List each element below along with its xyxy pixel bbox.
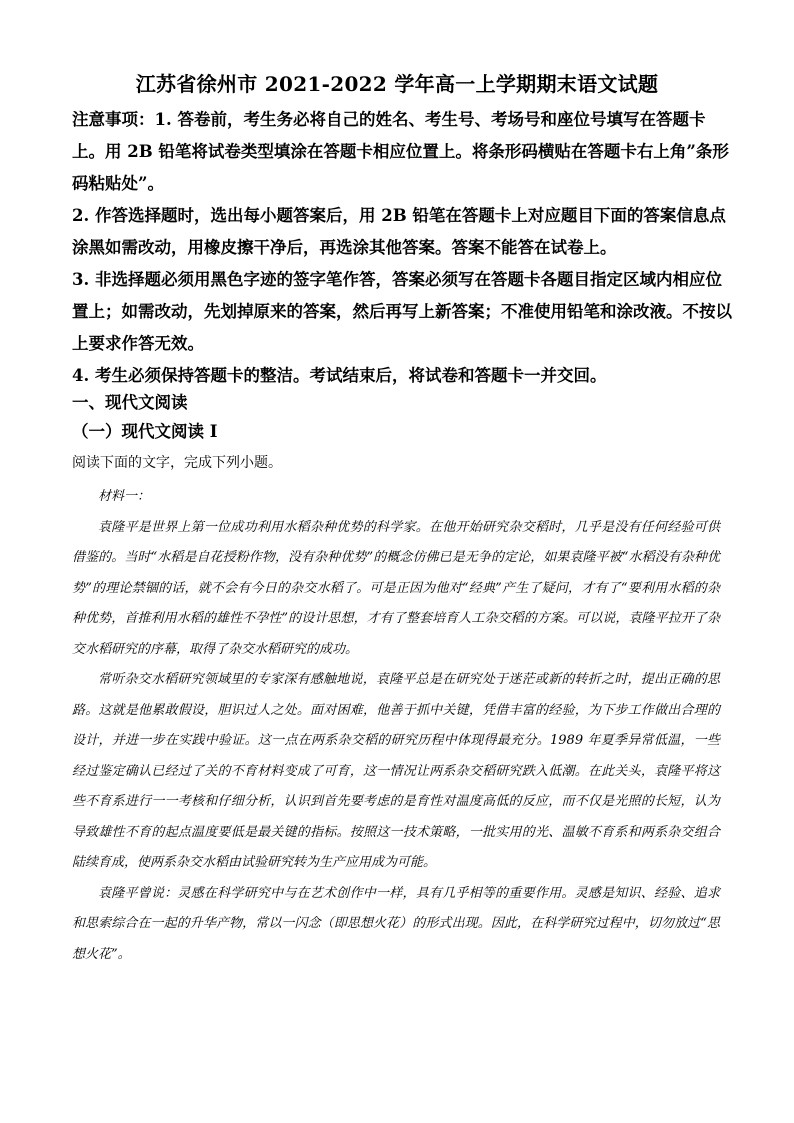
material-label: 材料一： bbox=[98, 489, 151, 504]
notice-item: 注意事项：1. 答卷前，考生务必将自己的姓名、考生号、考场号和座位号填写在答题卡上。用 2B 铅笔将试卷类型填涂在答题卡相应位置上。将条形码横贴在答题卡右上角”条形码粘贴处”。 bbox=[72, 110, 729, 193]
instruction-text: 阅读下面的文字，完成下列小题。 bbox=[72, 455, 282, 471]
notice-item: 2. 作答选择题时，选出每小题答案后，用 2B 铅笔在答题卡上对应题目下面的答案信息点涂黑如需改动，用橡皮擦干净后，再选涂其他答案。答案不能答在试卷上。 bbox=[72, 206, 726, 257]
notice-block bbox=[72, 104, 732, 392]
notice-item: 4. 考生必须保持答题卡的整洁。考试结束后，将试卷和答题卡一并交回。 bbox=[72, 366, 607, 385]
document-title: 江苏省徐州市 2021-2022 学年高一上学期期末语文试题 bbox=[135, 72, 659, 96]
material-paragraph: 袁隆平曾说：灵感在科学研究中与在艺术创作中一样，具有几乎相等的重要作用。灵感是知识、经验、追求和思索综合在一起的升华产物，常以一闪念（即思想火花）的形式出现。因此，在科学研究过程中，切勿放过“思想火花”。 bbox=[72, 885, 720, 962]
reading-material bbox=[72, 482, 720, 970]
material-paragraph: 常听杂交水稻研究领域里的专家深有感触地说，袁隆平总是在研究处于迷茫或新的转折之时，提出正确的思路。这就是他累敢假设，胆识过人之处。面对困难，他善于抓中关键，凭借丰富的经验，为下步工作做出合理的设计，并进一步在实践中验证。这一点在两系杂交稻的研究历程中体现得最充分。1989 年夏季异常低温，一些经过鉴定确认已经过了关的不育材料变成了可育，这一情况让两系杂交稻研究跌入低潮。在此关头，袁隆平将这些不育系进行一一考核和仔细分析，认识到首先要考虑的是育性对温度高低的反应，而不仅是光照的长短，认为导致雄性不育的起点温度要低是最关键的指标。按照这一技术策略，一批实用的光、温敏不育系和两系杂交组合陆续育成，使两系杂交水稻由试验研究转为生产应用成为可能。 bbox=[72, 672, 720, 870]
subsection-heading: （一）现代文阅读 I bbox=[72, 422, 218, 441]
material-paragraph: 袁隆平是世界上第一位成功利用水稻杂种优势的科学家。在他开始研究杂交稻时，几乎是没有任何经验可供借鉴的。当时“水稻是自花授粉作物，没有杂种优势”的概念仿佛已是无争的定论，如果袁隆平被“水稻没有杂种优势”的理论禁锢的话，就不会有今日的杂交水稻了。可是正因为他对“经典”产生了疑问，才有了“要利用水稻的杂种优势，首推利用水稻的雄性不孕性”的设计思想，才有了整套培育人工杂交稻的方案。可以说，袁隆平拉开了杂交水稻研究的序幕，取得了杂交水稻研究的成功。 bbox=[72, 519, 720, 657]
section-heading: 一、现代文阅读 bbox=[72, 393, 188, 412]
notice-item: 3. 非选择题必须用黑色字迹的签字笔作答，答案必须写在答题卡各题目指定区域内相应位置上；如需改动，先划掉原来的答案，然后再写上新答案；不准使用铅笔和涂改液。不按以上要求作答无效。 bbox=[72, 270, 732, 353]
